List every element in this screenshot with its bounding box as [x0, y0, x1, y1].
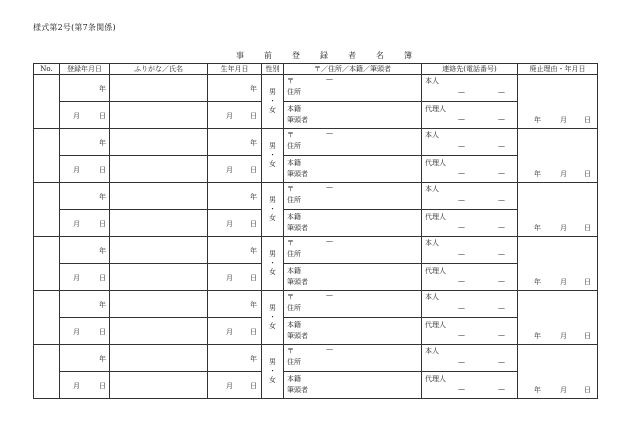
dot-label: ・	[269, 367, 276, 375]
birth-year-cell[interactable]	[208, 129, 262, 156]
year-label: 年	[250, 247, 257, 255]
title-char: 簿	[404, 51, 412, 60]
reg-date-year-cell[interactable]	[60, 237, 110, 264]
postal-dash: —	[326, 291, 333, 299]
no-cell[interactable]	[34, 75, 60, 129]
year-label: 年	[250, 355, 257, 363]
title-char: 者	[348, 51, 356, 60]
abolish-year: 年	[534, 278, 541, 286]
title-char: 録	[320, 51, 328, 60]
year-label: 年	[250, 301, 257, 309]
birth-year-cell[interactable]	[208, 183, 262, 210]
honseki-cell[interactable]	[284, 264, 422, 291]
furigana-cell[interactable]	[110, 345, 208, 372]
table-row	[34, 237, 598, 264]
table-row-lower	[34, 372, 598, 399]
honseki-cell[interactable]	[284, 318, 422, 345]
contact-agent-cell[interactable]	[422, 264, 518, 291]
phone-dash: —	[458, 223, 465, 231]
reg-date-year-cell[interactable]	[60, 291, 110, 318]
header-contact: 連絡先(電話番号)	[422, 64, 518, 75]
abolish-month: 月	[560, 116, 567, 124]
self-label: 本人	[425, 185, 439, 193]
month-label: 月	[73, 112, 80, 120]
month-label: 月	[73, 166, 80, 174]
furigana-cell[interactable]	[110, 75, 208, 102]
register-rows	[34, 75, 598, 399]
name-cell[interactable]	[110, 156, 208, 183]
year-label: 年	[99, 247, 106, 255]
reg-date-year-cell[interactable]	[60, 183, 110, 210]
postal-dash: —	[326, 129, 333, 137]
agent-label: 代理人	[425, 159, 446, 167]
year-label: 年	[250, 139, 257, 147]
month-label: 月	[226, 112, 233, 120]
day-label: 日	[250, 382, 257, 390]
title-char: 前	[264, 51, 272, 60]
reg-date-md-cell[interactable]	[60, 102, 110, 129]
day-label: 日	[99, 166, 106, 174]
abolish-year: 年	[534, 332, 541, 340]
contact-self-cell[interactable]	[422, 291, 518, 318]
furigana-cell[interactable]	[110, 237, 208, 264]
abolish-cell[interactable]	[518, 291, 598, 345]
address-label: 住所	[287, 304, 301, 312]
phone-dash: —	[458, 331, 465, 339]
month-label: 月	[226, 274, 233, 282]
phone-dash: —	[498, 223, 505, 231]
address-label: 住所	[287, 358, 301, 366]
year-label: 年	[99, 355, 106, 363]
contact-agent-cell[interactable]	[422, 210, 518, 237]
title-char: 事	[236, 51, 244, 60]
phone-dash: —	[458, 250, 465, 258]
phone-dash: —	[498, 385, 505, 393]
male-label: 男	[269, 88, 276, 96]
phone-dash: —	[458, 358, 465, 366]
table-row	[34, 129, 598, 156]
header-row	[34, 64, 598, 75]
no-cell[interactable]	[34, 291, 60, 345]
day-label: 日	[99, 328, 106, 336]
phone-dash: —	[458, 169, 465, 177]
honseki-cell[interactable]	[284, 210, 422, 237]
self-label: 本人	[425, 293, 439, 301]
address-label: 住所	[287, 196, 301, 204]
reg-date-md-cell[interactable]	[60, 372, 110, 399]
phone-dash: —	[498, 169, 505, 177]
abolish-year: 年	[534, 386, 541, 394]
no-cell[interactable]	[34, 183, 60, 237]
month-label: 月	[73, 220, 80, 228]
contact-agent-cell[interactable]	[422, 102, 518, 129]
honseki-label: 本籍	[287, 267, 301, 275]
abolish-day: 日	[584, 116, 591, 124]
postal-mark: 〒	[287, 131, 294, 139]
postal-mark: 〒	[287, 239, 294, 247]
abolish-month: 月	[560, 386, 567, 394]
female-label: 女	[269, 268, 276, 276]
abolish-month: 月	[560, 170, 567, 178]
table-row	[34, 183, 598, 210]
female-label: 女	[269, 376, 276, 384]
phone-dash: —	[458, 385, 465, 393]
table-row-lower	[34, 318, 598, 345]
table-row-lower	[34, 264, 598, 291]
abolish-day: 日	[584, 278, 591, 286]
contact-self-cell[interactable]	[422, 183, 518, 210]
reg-date-md-cell[interactable]	[60, 264, 110, 291]
postal-address-cell[interactable]	[284, 129, 422, 156]
phone-dash: —	[458, 88, 465, 96]
year-label: 年	[99, 301, 106, 309]
agent-label: 代理人	[425, 267, 446, 275]
birth-md-cell[interactable]	[208, 264, 262, 291]
day-label: 日	[99, 274, 106, 282]
name-cell[interactable]	[110, 264, 208, 291]
year-label: 年	[99, 193, 106, 201]
month-label: 月	[226, 166, 233, 174]
agent-label: 代理人	[425, 375, 446, 383]
hittousha-label: 筆頭者	[287, 224, 308, 232]
reg-date-year-cell[interactable]	[60, 75, 110, 102]
abolish-day: 日	[584, 332, 591, 340]
table-row-lower	[34, 102, 598, 129]
agent-label: 代理人	[425, 213, 446, 221]
phone-dash: —	[458, 304, 465, 312]
month-label: 月	[73, 328, 80, 336]
title-char: 名	[376, 51, 384, 60]
postal-dash: —	[326, 345, 333, 353]
male-label: 男	[269, 142, 276, 150]
self-label: 本人	[425, 239, 439, 247]
postal-mark: 〒	[287, 185, 294, 193]
birth-md-cell[interactable]	[208, 210, 262, 237]
phone-dash: —	[458, 277, 465, 285]
male-label: 男	[269, 358, 276, 366]
sex-cell[interactable]	[262, 183, 284, 237]
abolish-cell[interactable]	[518, 237, 598, 291]
postal-mark: 〒	[287, 77, 294, 85]
birth-year-cell[interactable]	[208, 75, 262, 102]
honseki-label: 本籍	[287, 159, 301, 167]
month-label: 月	[226, 382, 233, 390]
abolish-month: 月	[560, 332, 567, 340]
contact-agent-cell[interactable]	[422, 318, 518, 345]
postal-dash: —	[326, 237, 333, 245]
hittousha-label: 筆頭者	[287, 332, 308, 340]
contact-self-cell[interactable]	[422, 129, 518, 156]
birth-md-cell[interactable]	[208, 156, 262, 183]
birth-year-cell[interactable]	[208, 345, 262, 372]
abolish-cell[interactable]	[518, 129, 598, 183]
postal-mark: 〒	[287, 347, 294, 355]
contact-agent-cell[interactable]	[422, 156, 518, 183]
abolish-day: 日	[584, 170, 591, 178]
postal-address-cell[interactable]	[284, 183, 422, 210]
day-label: 日	[250, 220, 257, 228]
abolish-month: 月	[560, 224, 567, 232]
hittousha-label: 筆頭者	[287, 278, 308, 286]
phone-dash: —	[498, 142, 505, 150]
dot-label: ・	[269, 313, 276, 321]
abolish-year: 年	[534, 224, 541, 232]
honseki-label: 本籍	[287, 375, 301, 383]
dot-label: ・	[269, 151, 276, 159]
reg-date-md-cell[interactable]	[60, 156, 110, 183]
honseki-cell[interactable]	[284, 156, 422, 183]
address-label: 住所	[287, 250, 301, 258]
furigana-cell[interactable]	[110, 183, 208, 210]
postal-dash: —	[326, 183, 333, 191]
female-label: 女	[269, 160, 276, 168]
male-label: 男	[269, 250, 276, 258]
phone-dash: —	[458, 196, 465, 204]
header-address: 〒／住所／本籍／筆頭者	[284, 64, 422, 75]
month-label: 月	[73, 274, 80, 282]
day-label: 日	[99, 220, 106, 228]
year-label: 年	[250, 85, 257, 93]
honseki-label: 本籍	[287, 213, 301, 221]
contact-self-cell[interactable]	[422, 75, 518, 102]
hittousha-label: 筆頭者	[287, 170, 308, 178]
self-label: 本人	[425, 131, 439, 139]
year-label: 年	[99, 85, 106, 93]
sex-cell[interactable]	[262, 291, 284, 345]
phone-dash: —	[498, 250, 505, 258]
abolish-day: 日	[584, 386, 591, 394]
honseki-label: 本籍	[287, 105, 301, 113]
male-label: 男	[269, 304, 276, 312]
month-label: 月	[226, 220, 233, 228]
no-cell[interactable]	[34, 129, 60, 183]
agent-label: 代理人	[425, 321, 446, 329]
day-label: 日	[250, 112, 257, 120]
hittousha-label: 筆頭者	[287, 116, 308, 124]
phone-dash: —	[458, 142, 465, 150]
birth-md-cell[interactable]	[208, 318, 262, 345]
name-cell[interactable]	[110, 210, 208, 237]
no-cell[interactable]	[34, 237, 60, 291]
phone-dash: —	[498, 304, 505, 312]
agent-label: 代理人	[425, 105, 446, 113]
honseki-label: 本籍	[287, 321, 301, 329]
address-label: 住所	[287, 142, 301, 150]
hittousha-label: 筆頭者	[287, 386, 308, 394]
phone-dash: —	[498, 331, 505, 339]
birth-md-cell[interactable]	[208, 372, 262, 399]
day-label: 日	[99, 382, 106, 390]
year-label: 年	[99, 139, 106, 147]
abolish-cell[interactable]	[518, 345, 598, 399]
sex-cell[interactable]	[262, 129, 284, 183]
contact-self-cell[interactable]	[422, 345, 518, 372]
postal-address-cell[interactable]	[284, 345, 422, 372]
table-row-lower	[34, 156, 598, 183]
year-label: 年	[250, 193, 257, 201]
phone-dash: —	[498, 88, 505, 96]
male-label: 男	[269, 196, 276, 204]
month-label: 月	[73, 382, 80, 390]
reg-date-md-cell[interactable]	[60, 318, 110, 345]
honseki-cell[interactable]	[284, 102, 422, 129]
abolish-cell[interactable]	[518, 183, 598, 237]
day-label: 日	[250, 274, 257, 282]
reg-date-year-cell[interactable]	[60, 129, 110, 156]
female-label: 女	[269, 106, 276, 114]
birth-year-cell[interactable]	[208, 237, 262, 264]
month-label: 月	[226, 328, 233, 336]
header-name: ふりがな／氏名	[110, 64, 208, 75]
furigana-cell[interactable]	[110, 129, 208, 156]
phone-dash: —	[498, 277, 505, 285]
sex-cell[interactable]	[262, 75, 284, 129]
name-cell[interactable]	[110, 372, 208, 399]
phone-dash: —	[498, 196, 505, 204]
birth-md-cell[interactable]	[208, 102, 262, 129]
form-number: 様式第2号(第7条関係)	[33, 23, 116, 32]
honseki-cell[interactable]	[284, 372, 422, 399]
day-label: 日	[99, 112, 106, 120]
female-label: 女	[269, 214, 276, 222]
table-row-lower	[34, 210, 598, 237]
contact-agent-cell[interactable]	[422, 372, 518, 399]
postal-mark: 〒	[287, 293, 294, 301]
name-cell[interactable]	[110, 102, 208, 129]
abolish-year: 年	[534, 170, 541, 178]
postal-address-cell[interactable]	[284, 237, 422, 264]
self-label: 本人	[425, 347, 439, 355]
contact-self-cell[interactable]	[422, 237, 518, 264]
birth-year-cell[interactable]	[208, 291, 262, 318]
table-row	[34, 75, 598, 102]
header-sex: 性別	[262, 64, 284, 75]
abolish-day: 日	[584, 224, 591, 232]
postal-address-cell[interactable]	[284, 75, 422, 102]
abolish-cell[interactable]	[518, 75, 598, 129]
table-row	[34, 345, 598, 372]
header-birth: 生年月日	[208, 64, 262, 75]
address-label: 住所	[287, 88, 301, 96]
day-label: 日	[250, 166, 257, 174]
dot-label: ・	[269, 259, 276, 267]
postal-dash: —	[326, 75, 333, 83]
register-title	[236, 50, 432, 61]
title-char: 登	[292, 51, 300, 60]
abolish-month: 月	[560, 278, 567, 286]
name-cell[interactable]	[110, 318, 208, 345]
sex-cell[interactable]	[262, 237, 284, 291]
header-abolish: 廃止理由・年月日	[518, 64, 598, 75]
day-label: 日	[250, 328, 257, 336]
table-row	[34, 291, 598, 318]
furigana-cell[interactable]	[110, 291, 208, 318]
header-no: No.	[34, 64, 60, 75]
phone-dash: —	[458, 115, 465, 123]
register-table	[33, 63, 598, 399]
reg-date-year-cell[interactable]	[60, 345, 110, 372]
reg-date-md-cell[interactable]	[60, 210, 110, 237]
self-label: 本人	[425, 77, 439, 85]
dot-label: ・	[269, 97, 276, 105]
phone-dash: —	[498, 358, 505, 366]
female-label: 女	[269, 322, 276, 330]
sex-cell[interactable]	[262, 345, 284, 399]
dot-label: ・	[269, 205, 276, 213]
abolish-year: 年	[534, 116, 541, 124]
phone-dash: —	[498, 115, 505, 123]
no-cell[interactable]	[34, 345, 60, 399]
header-reg-date: 登録年月日	[60, 64, 110, 75]
postal-address-cell[interactable]	[284, 291, 422, 318]
